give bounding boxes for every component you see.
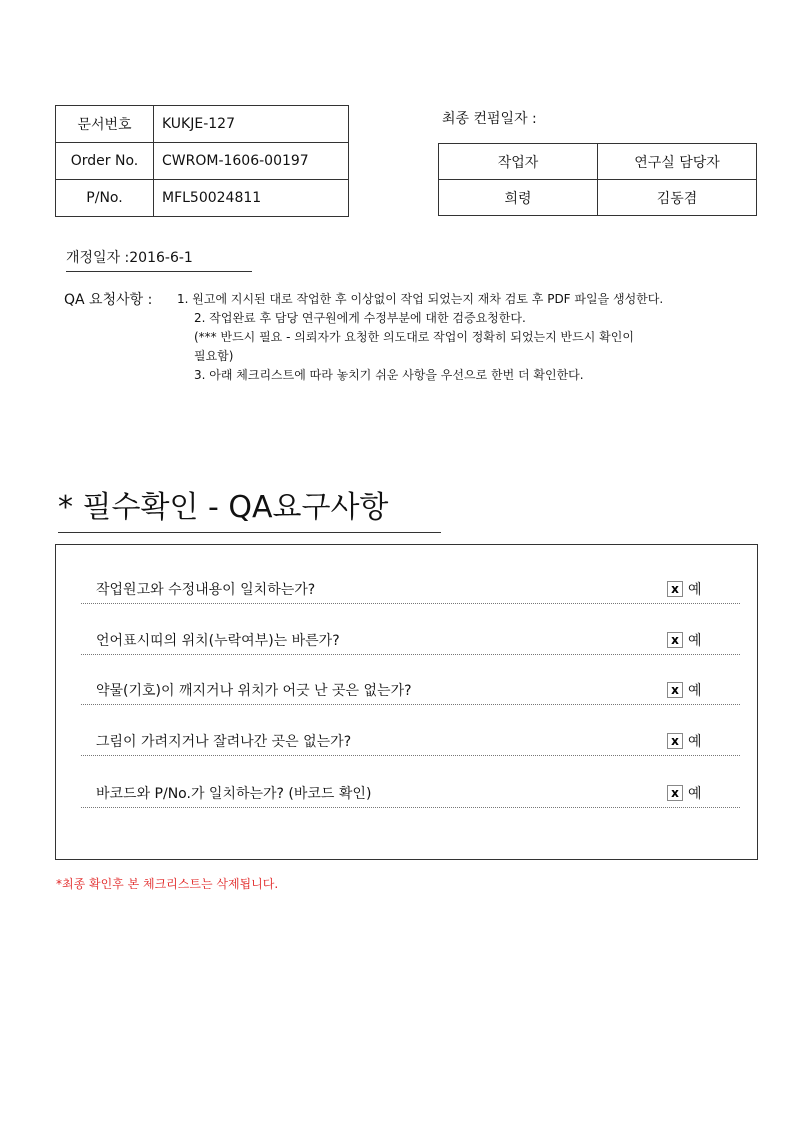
doc-number-label: 문서번호 [56, 106, 154, 143]
qa-requirements-label: QA 요청사항 : [64, 292, 153, 308]
order-no-value: CWROM-1606-00197 [154, 143, 349, 180]
order-no-row [56, 143, 349, 180]
qa-item-1: 1. 원고에 지시된 대로 작업한 후 이상없이 작업 되었는지 재차 검토 후 PDF 파일을 생성한다. [177, 292, 664, 306]
checklist-answer: 예 [688, 582, 702, 598]
worker-header-row [439, 144, 757, 180]
checklist-answer: 예 [688, 683, 702, 699]
checklist-question: 작업원고와 수정내용이 일치하는가? [96, 582, 316, 598]
checklist-row [81, 757, 740, 808]
confirm-date-label: 최종 컨펌일자 : [442, 111, 537, 127]
checkbox-checked[interactable]: x [667, 632, 683, 648]
doc-number-row [56, 106, 349, 143]
worker-table [438, 143, 757, 216]
checklist-row [81, 553, 740, 604]
qa-item-2-note-cont: 필요함) [194, 349, 234, 363]
checklist-answer: 예 [688, 633, 702, 649]
part-no-value: MFL50024811 [154, 180, 349, 217]
checklist-row [81, 604, 740, 655]
checkbox-checked[interactable]: x [667, 581, 683, 597]
worker-value-row [439, 180, 757, 216]
worker-header: 작업자 [439, 144, 598, 180]
researcher-header: 연구실 담당자 [598, 144, 757, 180]
revision-date: 개정일자 :2016-6-1 [66, 247, 252, 272]
part-no-label: P/No. [56, 180, 154, 217]
checklist-question: 약물(기호)이 깨지거나 위치가 어긋 난 곳은 없는가? [96, 683, 412, 699]
order-no-label: Order No. [56, 143, 154, 180]
checklist-question: 그림이 가려지거나 잘려나간 곳은 없는가? [96, 734, 352, 750]
footnote: *최종 확인후 본 체크리스트는 삭제됩니다. [56, 877, 279, 891]
qa-item-2: 2. 작업완료 후 담당 연구원에게 수정부분에 대한 검증요청한다. [194, 311, 526, 325]
qa-item-2-note: (*** 반드시 필요 - 의뢰자가 요청한 의도대로 작업이 정확히 되었는지 반드시 확인이 [194, 330, 634, 344]
worker-name: 희령 [439, 180, 598, 216]
checklist-row [81, 654, 740, 705]
checkbox-checked[interactable]: x [667, 682, 683, 698]
checklist-question: 언어표시띠의 위치(누락여부)는 바른가? [96, 633, 340, 649]
section-title: * 필수확인 - QA요구사항 [58, 482, 441, 533]
part-no-row [56, 180, 349, 217]
checkbox-checked[interactable]: x [667, 785, 683, 801]
checklist-box [55, 544, 758, 860]
checkbox-checked[interactable]: x [667, 733, 683, 749]
qa-requirements-list [177, 290, 663, 385]
checklist-answer: 예 [688, 734, 702, 750]
checklist-answer: 예 [688, 786, 702, 802]
document-info-table [55, 105, 349, 217]
researcher-name: 김동겸 [598, 180, 757, 216]
doc-number-value: KUKJE-127 [154, 106, 349, 143]
qa-item-3: 3. 아래 체크리스트에 따라 놓치기 쉬운 사항을 우선으로 한번 더 확인한다. [194, 368, 584, 382]
checklist-row [81, 705, 740, 756]
checklist-question: 바코드와 P/No.가 일치하는가? (바코드 확인) [96, 786, 372, 802]
